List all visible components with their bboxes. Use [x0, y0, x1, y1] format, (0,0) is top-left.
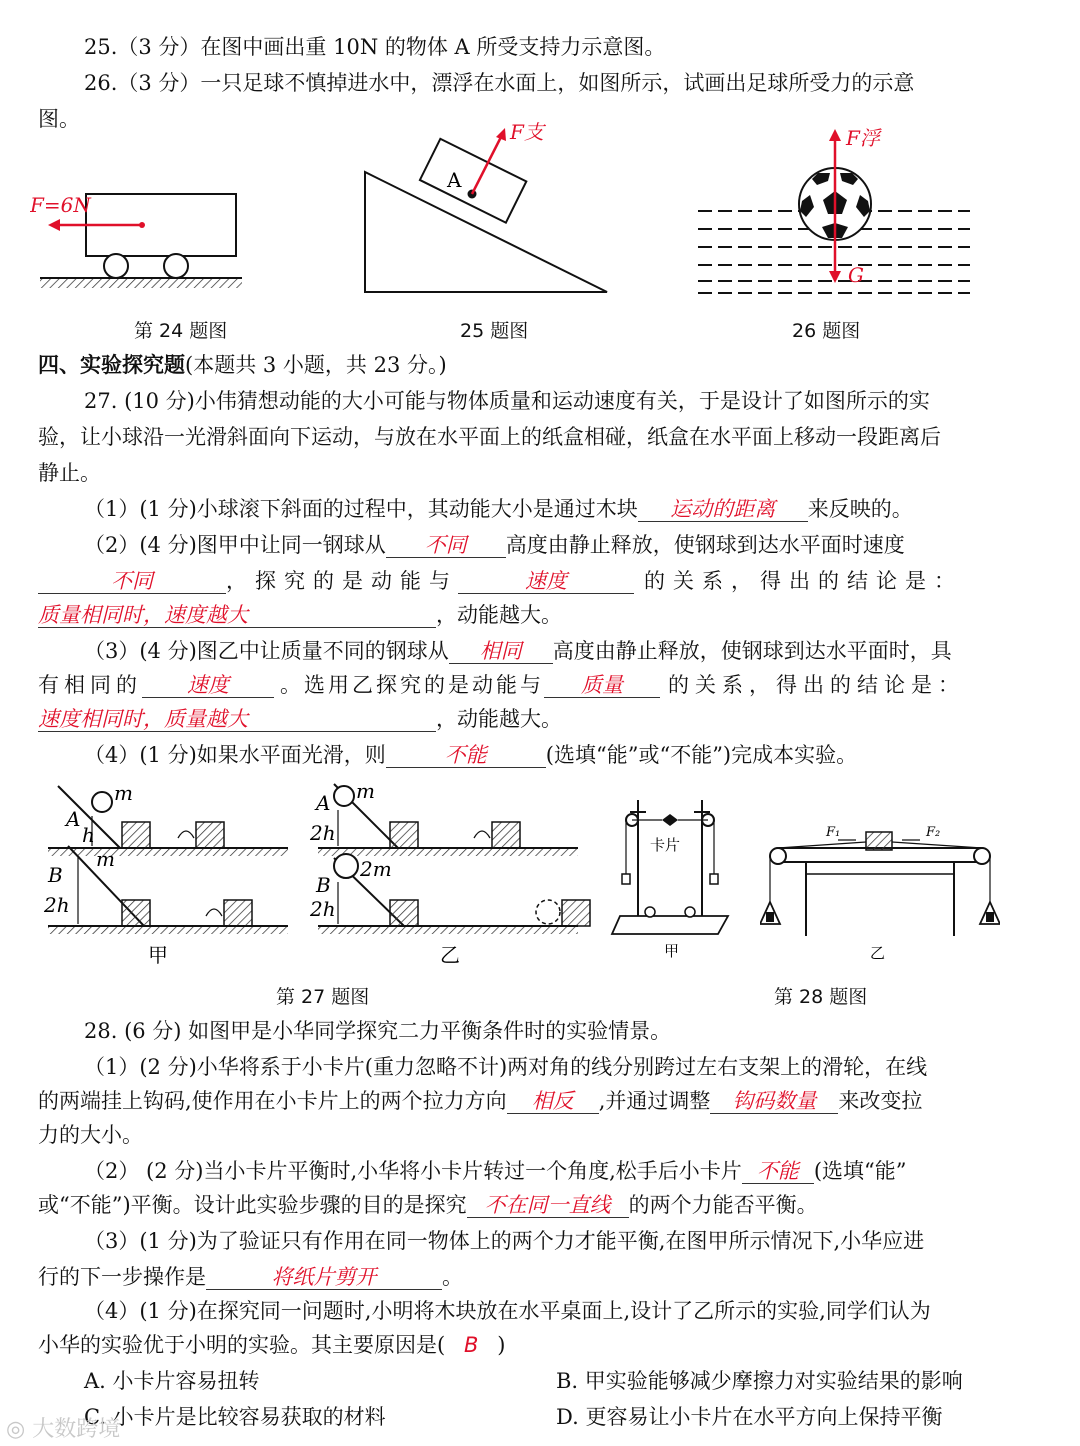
q27-part4 [84, 740, 1039, 770]
fig25-block-label: A [447, 168, 462, 192]
q28-part2-line1 [84, 1156, 1039, 1186]
q27-stem-line1: 27. (10 分)小伟猜想动能的大小可能与物体质量和运动速度有关，于是设计了如图所示的实 [84, 389, 930, 413]
q27-p2-answer2: 不同 [38, 569, 226, 594]
figure-24-cart [30, 180, 250, 300]
fig26-gravity-label: G [848, 263, 864, 287]
q28-p4-text: 小华的实验优于小明的实验。其主要原因是( [38, 1333, 446, 1357]
fig27-yi-label-2m: 2m [360, 857, 392, 881]
q28-p2-answer2: 不在同一直线 [467, 1193, 629, 1218]
fig25-force-label: F支 [510, 120, 544, 144]
fig28-card-label: 卡片 [650, 836, 681, 854]
q27-p2-answer3: 速度 [458, 569, 634, 594]
fig27-yi-label-A: A [316, 791, 331, 815]
q28-part4-line2 [38, 1330, 1038, 1360]
q25-text: 25.（3 分）在图中画出重 10N 的物体 A 所受支持力示意图。 [84, 35, 666, 59]
q28-part1-line3: 力的大小。 [38, 1123, 143, 1147]
q28-p4-text-end: ) [497, 1333, 506, 1357]
q27-stem-line2: 验，让小球沿一光滑斜面向下运动，与放在水平面上的纸盒相碰，纸盒在水平面上移动一段距离后 [38, 425, 941, 449]
fig28-label-jia: 甲 [664, 942, 680, 958]
q28-p1-text: 的两端挂上钩码,使作用在小卡片上的两个拉力方向 [38, 1089, 507, 1113]
q28-part2-line2 [38, 1190, 1038, 1220]
q28-p4-answer: B [463, 1333, 479, 1357]
q28-p1-text-mid: ,并通过调整 [598, 1089, 711, 1113]
fig24-force-label: F=6N [30, 193, 91, 217]
fig27-yi-label-2h: 2h [310, 821, 336, 845]
fig27-label-jia: 甲 [148, 943, 168, 967]
q27-p3-answer1: 相同 [449, 639, 553, 664]
fig27-label-B: B [48, 863, 63, 887]
q28-p1-answer1: 相反 [507, 1089, 599, 1114]
q28-p3-answer: 将纸片剪开 [206, 1265, 442, 1290]
fig28-caption: 第 28 题图 [774, 986, 868, 1008]
q27-p1-text: （1）(1 分)小球滚下斜面的过程中，其动能大小是通过木块 [84, 497, 638, 521]
q27-p2-answer1: 不同 [386, 533, 506, 558]
q27-p4-text: （4）(1 分)如果水平面光滑，则 [84, 743, 386, 767]
fig27-yi-label-m: m [356, 779, 375, 803]
figure-25-incline [355, 115, 625, 300]
q28-part1-line2 [38, 1086, 1038, 1116]
q27-p2-answer4: 质量相同时，速度越大 [38, 603, 436, 628]
fig27-caption: 第 27 题图 [276, 986, 370, 1008]
q27-p1-text-end: 来反映的。 [807, 497, 913, 521]
fig24-caption: 第 24 题图 [134, 320, 228, 342]
q27-p3-answer3: 质量 [544, 673, 660, 698]
figure-27-kinetic-energy [38, 776, 598, 976]
q28-stem: 28. (6 分) 如图甲是小华同学探究二力平衡条件时的实验情景。 [84, 1019, 672, 1043]
q28-p2-answer1: 不能 [742, 1159, 814, 1184]
q28-p3-text-end: 。 [442, 1265, 463, 1289]
section4-note: (本题共 3 小题，共 23 分。) [185, 353, 447, 377]
q27-p2-text: （2）(4 分)图甲中让同一钢球从 [84, 533, 386, 557]
q27-p4-text-end: (选填“能”或“不能”)完成本实验。 [545, 743, 858, 767]
q27-part1 [84, 494, 1039, 524]
fig27-label-yi: 乙 [440, 943, 460, 967]
q27-p3-text-mid3: 。选用乙探究的是动能与 [280, 673, 544, 697]
q26-text-line2: 图。 [38, 107, 80, 131]
figure-28-yi-table [760, 818, 1000, 968]
q28-p2-text: （2） (2 分)当小卡片平衡时,小华将小卡片转过一个角度,松手后小卡片 [84, 1159, 742, 1183]
figure-28-jia-card [610, 788, 740, 958]
figure-26-football [690, 115, 980, 300]
q27-stem-line3: 静止。 [38, 461, 101, 485]
fig27-label-2h: 2h [44, 893, 70, 917]
fig26-buoyancy-label: F浮 [846, 126, 880, 150]
fig27-yi-label-B: B [316, 873, 331, 897]
fig27-label-m: m [114, 781, 133, 805]
q27-p2-text-mid2: ，探究的是动能与 [226, 569, 458, 593]
fig28-label-F1: F₁ [826, 825, 841, 840]
q27-p3-answer2: 速度 [142, 673, 274, 698]
q28-option-a: A. 小卡片容易扭转 [84, 1369, 260, 1393]
q27-part2-line3 [38, 600, 1038, 630]
q27-p3-text-mid4: 的关系，得出的结论是： [668, 673, 965, 697]
q27-p4-answer: 不能 [386, 743, 546, 768]
q28-part4-line1: （4）(1 分)在探究同一问题时,小明将木块放在水平桌面上,设计了乙所示的实验,同学们认为 [84, 1299, 931, 1323]
q28-p1-text-end: 来改变拉 [838, 1089, 923, 1113]
watermark [6, 1412, 120, 1443]
fig27-yi-label-2h-b: 2h [310, 897, 336, 921]
q28-option-b: B. 甲实验能够减少摩擦力对实验结果的影响 [556, 1369, 963, 1393]
q27-part2-line2 [38, 566, 1038, 596]
q27-p3-text: （3）(4 分)图乙中让质量不同的钢球从 [84, 639, 449, 663]
fig27-label-A: A [66, 807, 81, 831]
q27-p2-text-mid: 高度由静止释放，使钢球到达水平面时速度 [505, 533, 905, 557]
q28-part3-line1: （3）(1 分)为了验证只有作用在同一物体上的两个力才能平衡,在图甲所示情况下,小华应进 [84, 1229, 925, 1253]
q27-p2-text-mid3: 的关系，得出的结论是： [644, 569, 963, 593]
q28-p2-text2-end: 的两个力能否平衡。 [628, 1193, 818, 1217]
q28-option-c: C. 小卡片是比较容易获取的材料 [84, 1405, 386, 1429]
q28-part1-line1: （1）(2 分)小华将系于小卡片(重力忽略不计)两对角的线分别跨过左右支架上的滑轮，在线 [84, 1055, 928, 1079]
q27-p3-text-mid2: 有相同的 [38, 673, 142, 697]
q28-p2-text-end: (选填“能” [813, 1159, 907, 1183]
q27-p3-text-mid: 高度由静止释放，使钢球到达水平面时，具 [552, 639, 952, 663]
watermark-logo-icon: ◎ [6, 1417, 26, 1442]
fig25-caption: 25 题图 [460, 320, 529, 342]
q27-p2-text-end: ，动能越大。 [436, 603, 562, 627]
q28-option-d: D. 更容易让小卡片在水平方向上保持平衡 [556, 1405, 943, 1429]
section4-heading [38, 350, 1038, 380]
q27-part3-line3 [38, 704, 1038, 734]
watermark-text: 大数跨境 [32, 1417, 121, 1442]
q26-text-line1: 26.（3 分）一只足球不慎掉进水中，漂浮在水面上，如图所示，试画出足球所受力的示意 [84, 71, 915, 95]
fig26-caption: 26 题图 [792, 320, 861, 342]
fig28-label-F2: F₂ [926, 825, 941, 840]
q28-p1-answer2: 钩码数量 [710, 1089, 838, 1114]
section4-title: 四、实验探究题 [38, 353, 185, 377]
q28-p2-text2: 或“不能”)平衡。设计此实验步骤的目的是探究 [38, 1193, 467, 1217]
q28-p3-text: 行的下一步操作是 [38, 1265, 206, 1289]
q27-p3-answer4: 速度相同时，质量越大 [38, 707, 436, 732]
q27-part2-line1 [84, 530, 1039, 560]
q28-part3-line2 [38, 1262, 1038, 1292]
q27-p1-answer: 运动的距离 [638, 497, 808, 522]
fig28-label-yi: 乙 [870, 944, 886, 962]
q27-part3-line2 [38, 670, 1038, 700]
q27-part3-line1 [84, 636, 1039, 666]
fig27-label-h: h [82, 823, 95, 847]
q27-p3-text-end: ，动能越大。 [436, 707, 562, 731]
fig27-label-m-b: m [96, 847, 115, 871]
